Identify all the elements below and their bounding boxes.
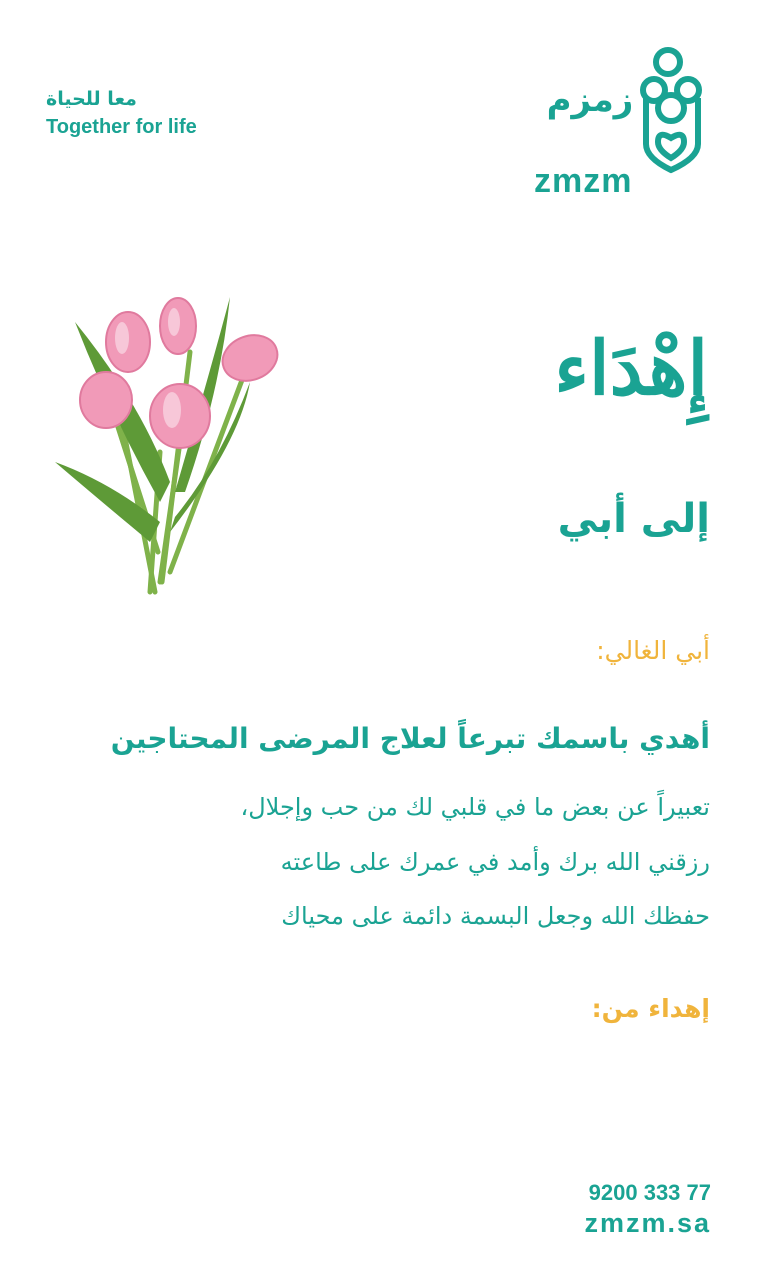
contact-phone: 9200 333 77 xyxy=(588,1180,711,1205)
brand-logo xyxy=(532,46,712,200)
message-line: رزقني الله برك وأمد في عمرك على طاعته xyxy=(280,848,710,876)
brand-tagline xyxy=(46,88,197,139)
card-recipient: إلى أبي xyxy=(557,496,710,542)
card-title: إِهْدَاء xyxy=(554,326,708,412)
card-headline: أهدي باسمك تبرعاً لعلاج المرضى المحتاجين xyxy=(110,722,710,755)
card-salutation: أبي الغالي: xyxy=(596,636,710,665)
contact-website: zmzm.sa xyxy=(584,1208,711,1238)
from-label: إهداء من: xyxy=(591,994,710,1023)
tulip-bouquet-icon xyxy=(50,292,290,612)
tagline-english: Together for life xyxy=(46,116,197,138)
message-line: تعبيراً عن بعض ما في قلبي لك من حب وإجلال، xyxy=(240,793,710,821)
logo-name-english: zmzm xyxy=(534,162,633,200)
logo-name-arabic: زمزم xyxy=(546,80,634,120)
zmzm-logo-icon xyxy=(638,46,708,176)
message-line: حفظك الله وجعل البسمة دائمة على محياك xyxy=(281,902,710,930)
tagline-arabic: معا للحياة xyxy=(46,88,137,110)
